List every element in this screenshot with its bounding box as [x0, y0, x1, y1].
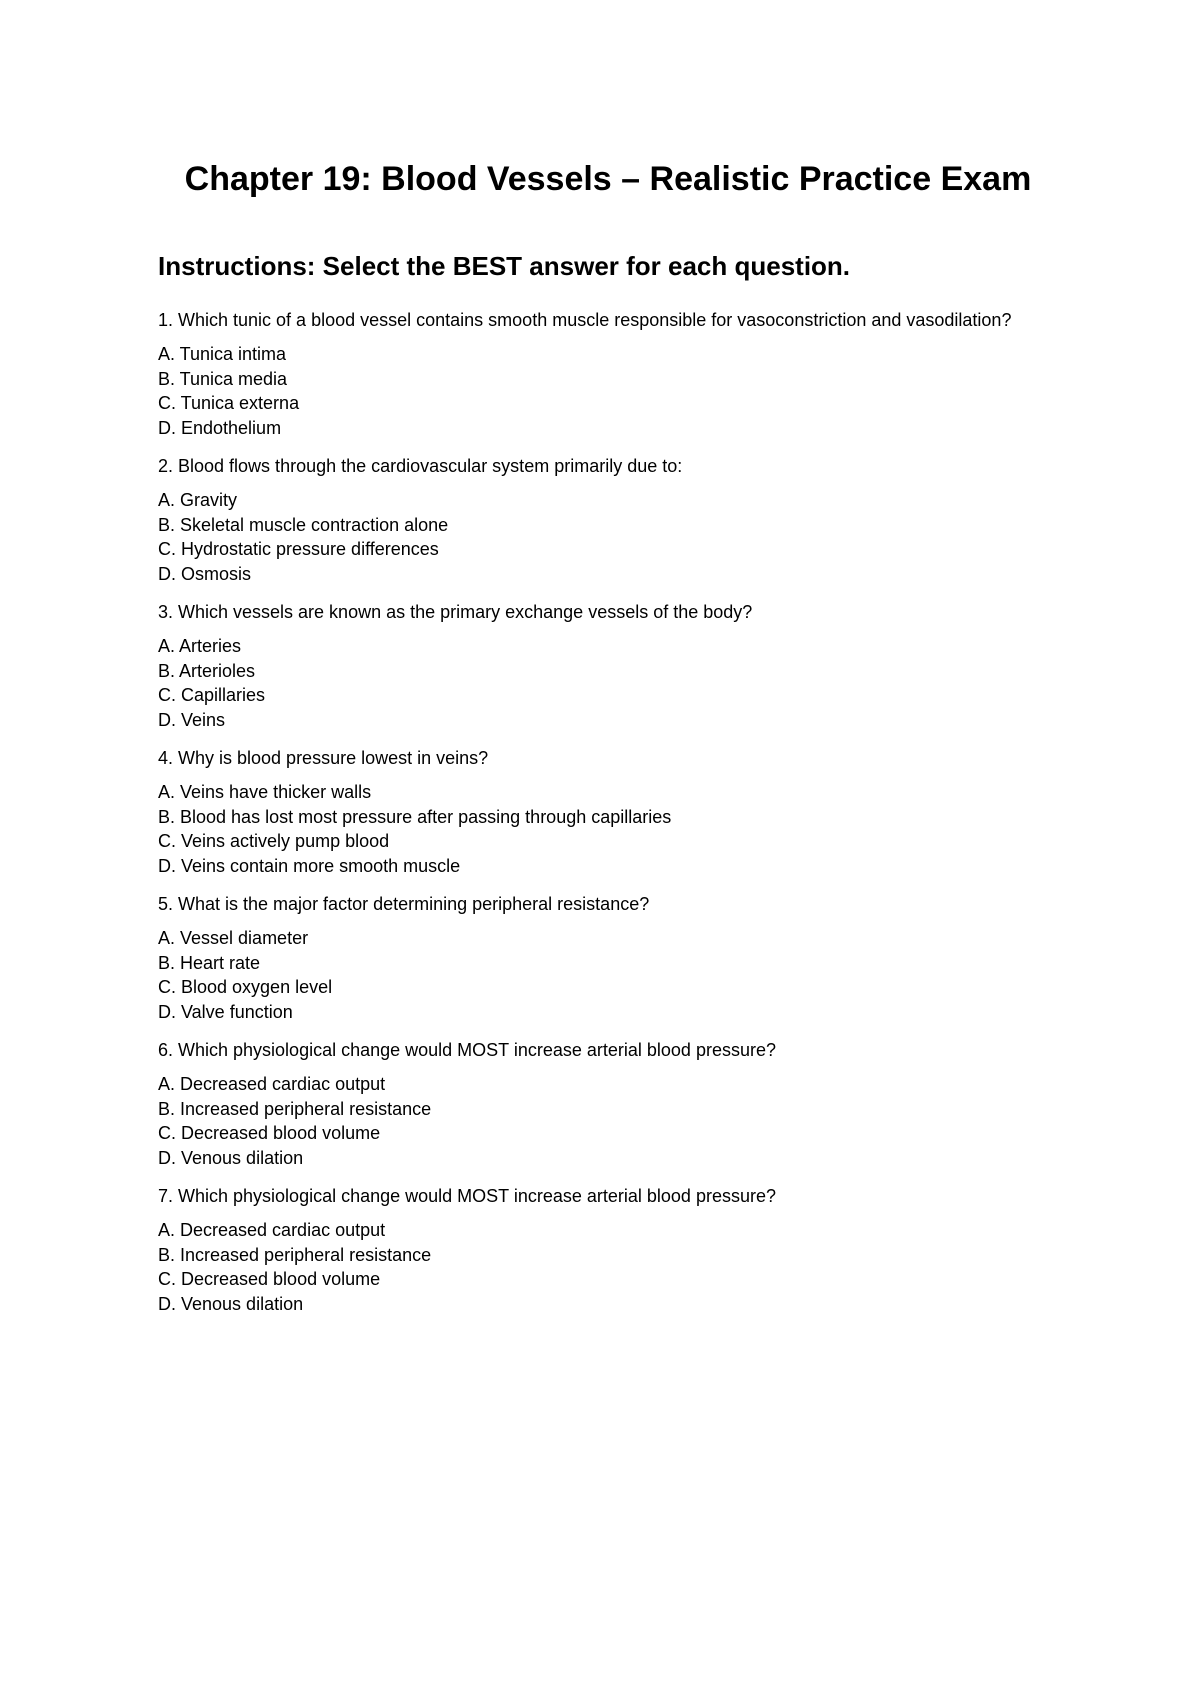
answer-option-c: C. Hydrostatic pressure differences: [158, 539, 439, 559]
answer-option-d: D. Venous dilation: [158, 1293, 304, 1314]
answer-options: [158, 926, 1038, 1024]
answer-option-d: D. Endothelium: [158, 417, 282, 438]
question-2: [158, 454, 1038, 586]
answer-option-c: C. Veins actively pump blood: [158, 831, 390, 851]
answer-options: [158, 1218, 1038, 1316]
answer-option-b: B. Blood has lost most pressure after passing through capillaries: [158, 806, 672, 827]
answer-option-a: A. Gravity: [158, 490, 238, 510]
question-text: 3. Which vessels are known as the primary exchange vessels of the body?: [158, 602, 753, 622]
answer-option-a: A. Decreased cardiac output: [158, 1220, 386, 1240]
answer-option-c: C. Capillaries: [158, 685, 266, 705]
answer-option-a: A. Arteries: [158, 636, 242, 656]
question-text: 2. Blood flows through the cardiovascular system primarily due to:: [158, 456, 683, 476]
question-text: 5. What is the major factor determining peripheral resistance?: [158, 894, 650, 914]
answer-option-c: C. Decreased blood volume: [158, 1123, 381, 1143]
answer-option-d: D. Veins: [158, 709, 226, 730]
instructions-heading: Instructions: Select the BEST answer for each question.: [158, 251, 851, 281]
answer-option-b: B. Increased peripheral resistance: [158, 1244, 432, 1265]
question-3: [158, 600, 1038, 732]
answer-option-b: B. Tunica media: [158, 368, 288, 389]
question-list: [158, 308, 1038, 1316]
answer-option-b: B. Skeletal muscle contraction alone: [158, 514, 449, 535]
answer-option-a: A. Veins have thicker walls: [158, 782, 372, 802]
answer-options: [158, 1072, 1038, 1170]
question-text: 7. Which physiological change would MOST increase arterial blood pressure?: [158, 1186, 776, 1206]
question-5: [158, 892, 1038, 1024]
answer-option-c: C. Blood oxygen level: [158, 977, 333, 997]
question-4: [158, 746, 1038, 878]
answer-options: [158, 780, 1038, 878]
question-1: [158, 308, 1038, 440]
question-7: [158, 1184, 1038, 1316]
answer-option-a: A. Tunica intima: [158, 344, 287, 364]
question-text: 1. Which tunic of a blood vessel contains smooth muscle responsible for vasoconstriction and vasodilation?: [158, 310, 1012, 330]
answer-option-d: D. Valve function: [158, 1001, 293, 1022]
answer-option-a: A. Vessel diameter: [158, 928, 309, 948]
answer-option-a: A. Decreased cardiac output: [158, 1074, 386, 1094]
answer-option-d: D. Osmosis: [158, 563, 252, 584]
answer-options: [158, 342, 1038, 440]
question-text: 6. Which physiological change would MOST increase arterial blood pressure?: [158, 1040, 776, 1060]
answer-option-b: B. Heart rate: [158, 952, 261, 973]
answer-option-c: C. Tunica externa: [158, 393, 300, 413]
answer-option-c: C. Decreased blood volume: [158, 1269, 381, 1289]
answer-option-d: D. Veins contain more smooth muscle: [158, 855, 461, 876]
question-text: 4. Why is blood pressure lowest in veins?: [158, 748, 489, 768]
answer-options: [158, 488, 1038, 586]
answer-option-b: B. Arterioles: [158, 660, 256, 681]
document-title: Chapter 19: Blood Vessels – Realistic Practice Exam: [184, 160, 1032, 198]
question-6: [158, 1038, 1038, 1170]
answer-options: [158, 634, 1038, 732]
answer-option-b: B. Increased peripheral resistance: [158, 1098, 432, 1119]
answer-option-d: D. Venous dilation: [158, 1147, 304, 1168]
